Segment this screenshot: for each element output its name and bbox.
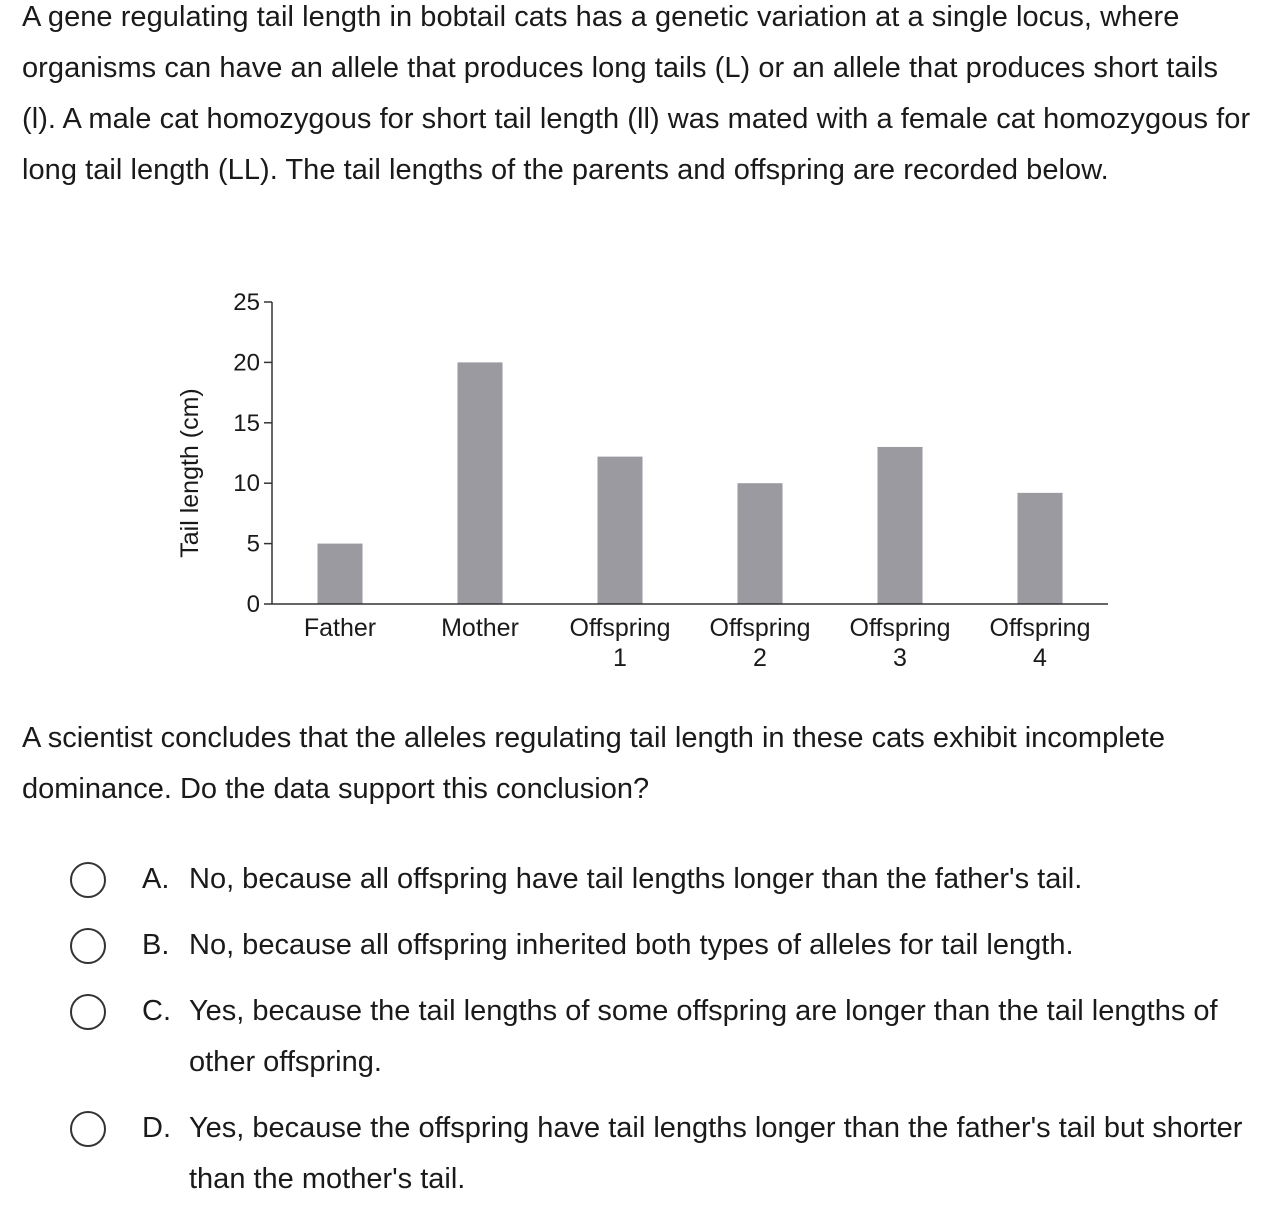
y-tick-label: 10 bbox=[233, 470, 260, 498]
x-tick-label: Offspring 2 bbox=[709, 614, 811, 672]
radio-button-d[interactable] bbox=[70, 1111, 106, 1147]
choice-b-text: No, because all offspring inherited both types of alleles for tail length. bbox=[189, 929, 1074, 961]
radio-button-c[interactable] bbox=[70, 994, 106, 1030]
question-intro: A gene regulating tail length in bobtail cats has a genetic variation at a single locus, where organisms can have an allele that produces long tails (L) or an allele that produces short tails (l). A male cat homozygous for short tail length (ll) was mated with a female cat homozygous for long tail length (LL). The tail lengths of the parents and offspring are recorded below. bbox=[22, 1, 1251, 186]
x-tick-label: Mother bbox=[441, 614, 519, 642]
bar bbox=[878, 447, 923, 604]
choice-d-text: Yes, because the offspring have tail lengths longer than the father's tail but shorter than the mother's tail. bbox=[189, 1112, 1243, 1195]
bar bbox=[598, 457, 643, 604]
answer-choices bbox=[70, 854, 1260, 1205]
choice-d[interactable] bbox=[70, 1103, 1260, 1205]
choice-c[interactable] bbox=[70, 986, 1260, 1088]
bar bbox=[458, 362, 503, 604]
choice-b-letter: B. bbox=[142, 929, 170, 961]
y-axis-ticks bbox=[233, 289, 272, 618]
choice-a[interactable] bbox=[70, 854, 1260, 905]
choice-a-letter: A. bbox=[142, 863, 170, 895]
choice-d-letter: D. bbox=[142, 1112, 171, 1144]
choice-c-letter: C. bbox=[142, 995, 171, 1027]
x-axis-tick-labels bbox=[304, 614, 1091, 672]
bar-chart bbox=[150, 282, 1130, 682]
bars bbox=[318, 362, 1063, 604]
bar bbox=[1018, 493, 1063, 604]
choice-b[interactable] bbox=[70, 920, 1260, 971]
bar bbox=[318, 544, 363, 604]
bar bbox=[738, 483, 783, 604]
y-tick-label: 0 bbox=[246, 591, 260, 618]
bar-chart-svg bbox=[150, 282, 1130, 682]
y-tick-label: 25 bbox=[233, 289, 260, 316]
y-tick-label: 20 bbox=[233, 349, 260, 377]
choice-a-text: No, because all offspring have tail lengths longer than the father's tail. bbox=[189, 863, 1083, 895]
y-tick-label: 5 bbox=[246, 530, 260, 558]
y-tick-label: 15 bbox=[233, 409, 260, 437]
x-tick-label: Offspring 1 bbox=[569, 614, 671, 672]
question-prompt: A scientist concludes that the alleles regulating tail length in these cats exhibit incomplete dominance. Do the data support this conclusion? bbox=[22, 722, 1165, 805]
x-tick-label: Father bbox=[303, 614, 377, 642]
y-axis-label: Tail length (cm) bbox=[176, 388, 204, 558]
x-tick-label: Offspring 4 bbox=[989, 614, 1091, 672]
radio-button-a[interactable] bbox=[70, 862, 106, 898]
choice-c-text: Yes, because the tail lengths of some offspring are longer than the tail lengths of other offspring. bbox=[189, 995, 1218, 1078]
radio-button-b[interactable] bbox=[70, 928, 106, 964]
x-tick-label: Offspring 3 bbox=[849, 614, 951, 672]
